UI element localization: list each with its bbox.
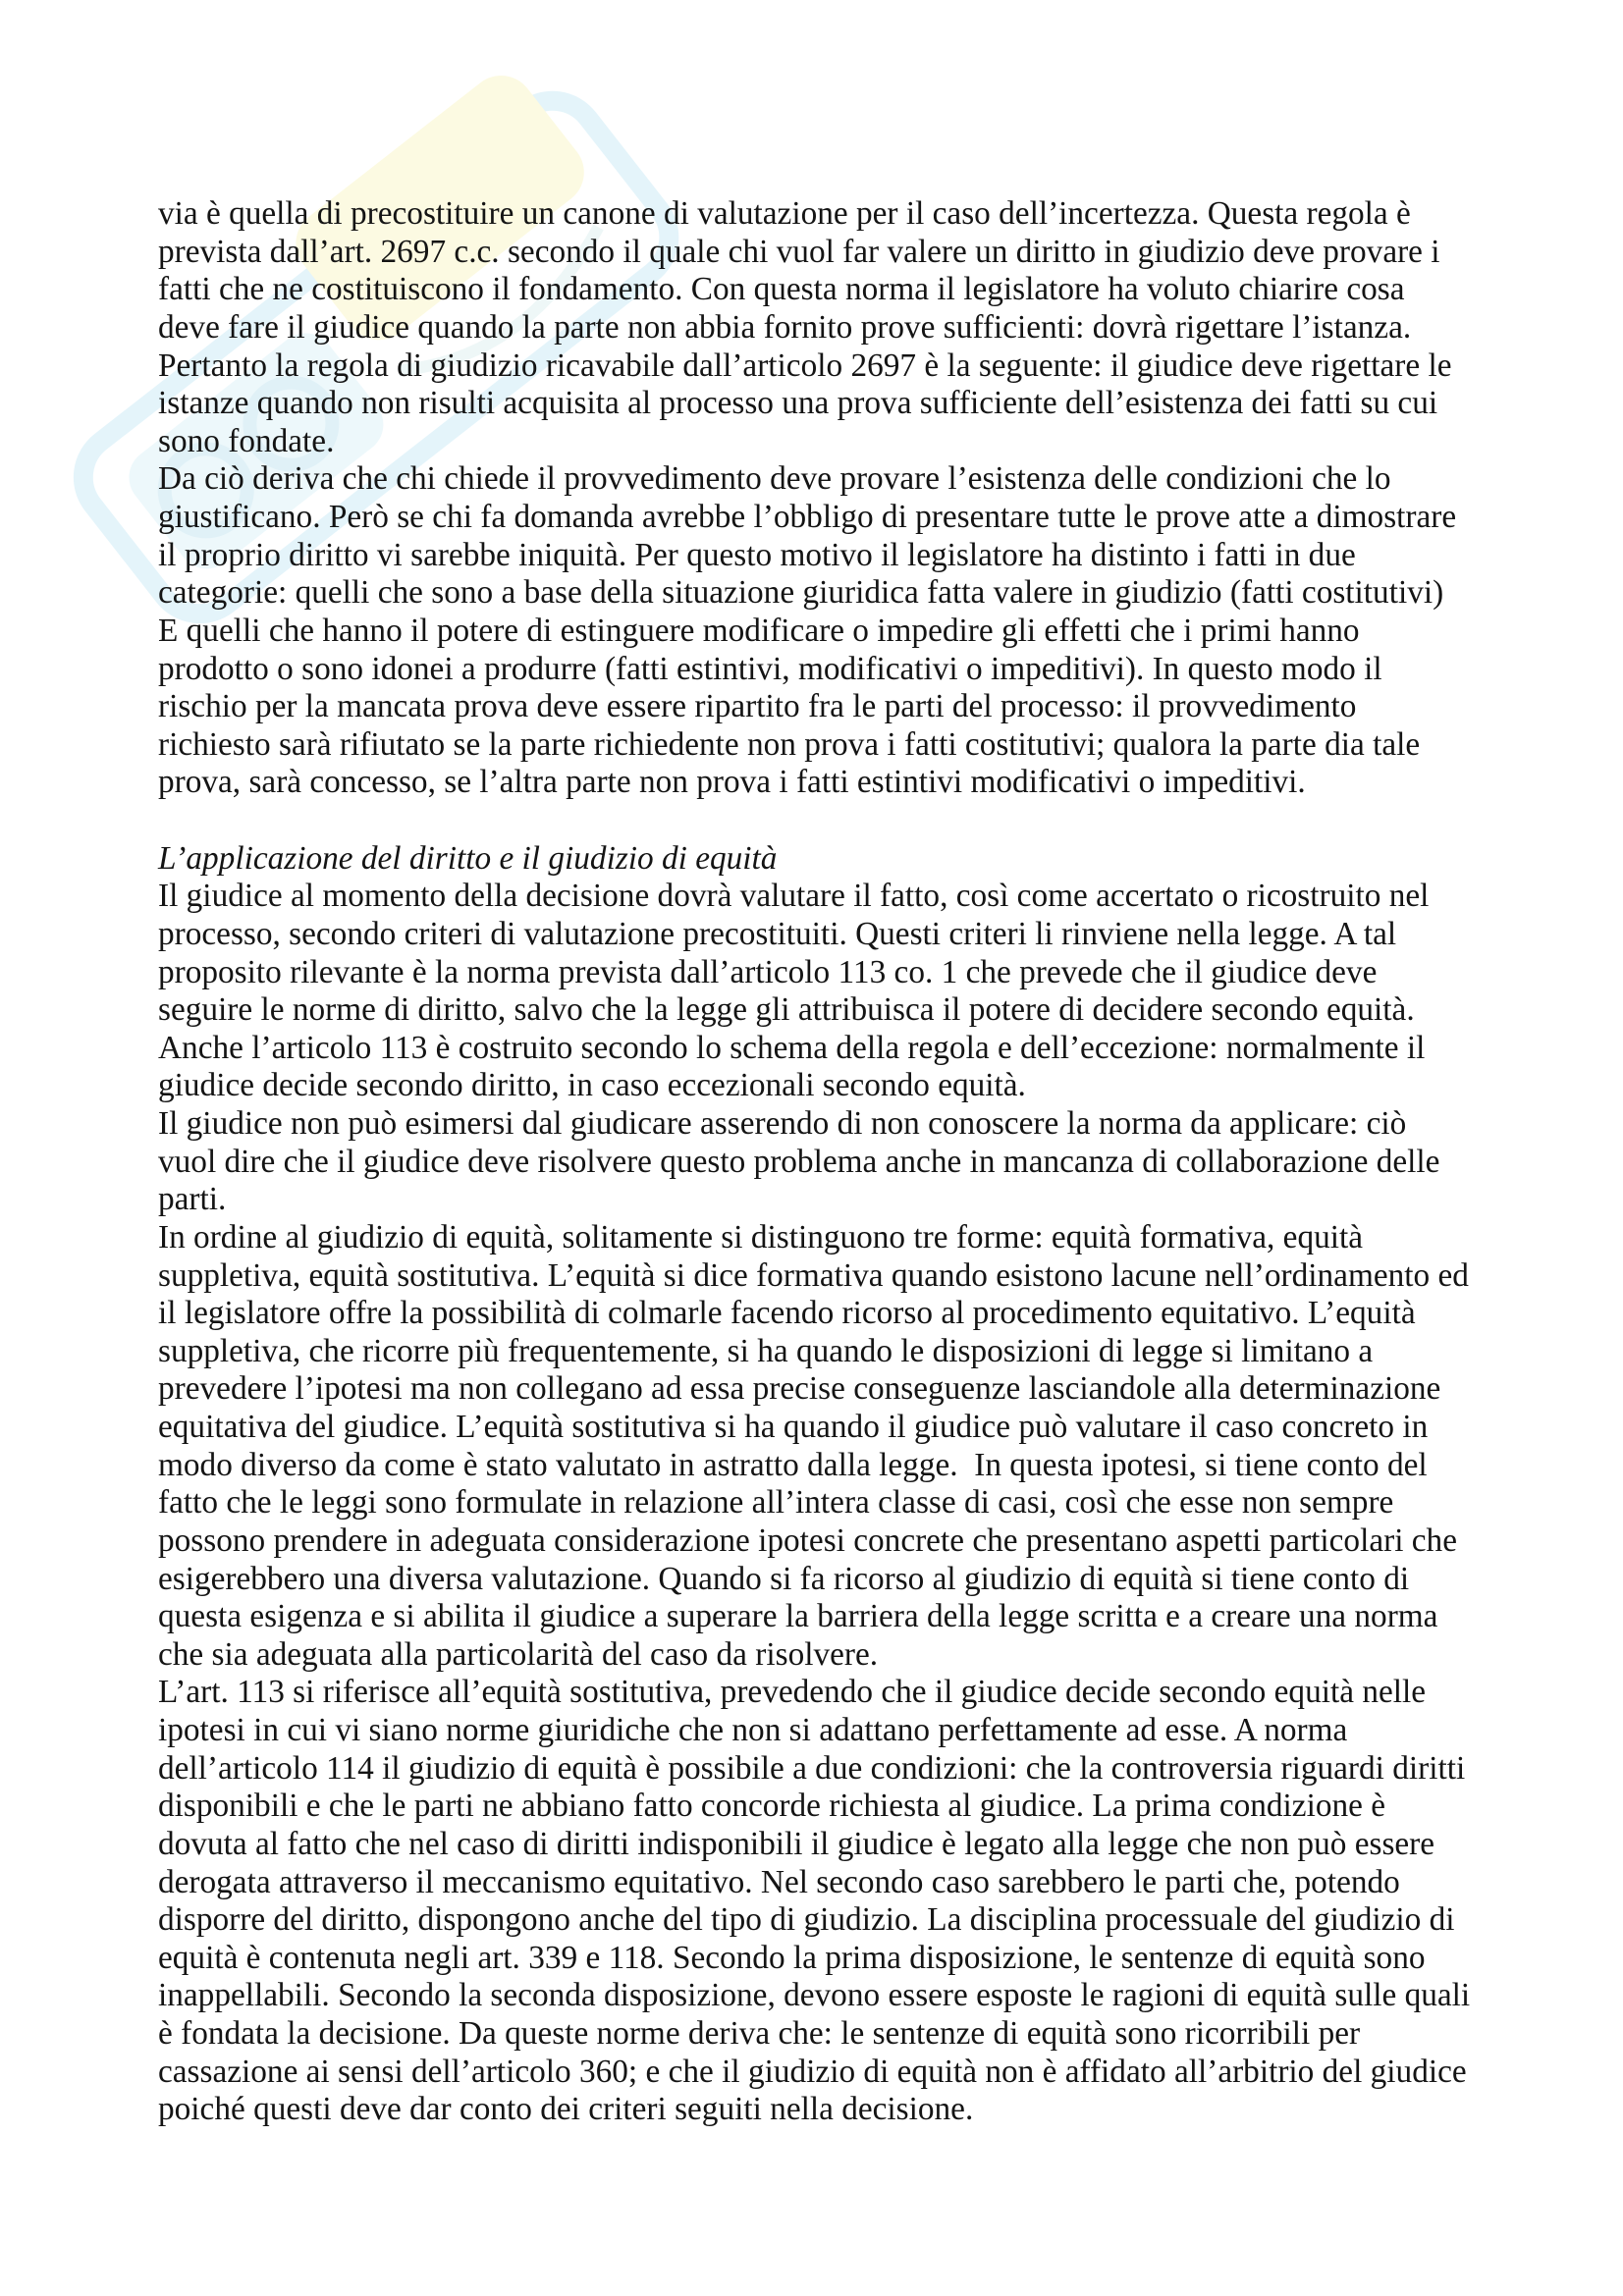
text-line: L’art. 113 si riferisce all’equità sostitutiva, prevedendo che il giudice decide secondo equità nelle — [158, 1674, 1427, 1711]
text-line: Da ciò deriva che chi chiede il provvedimento deve provare l’esistenza delle condizioni che lo — [158, 460, 1391, 498]
text-line: prodotto o sono idonei a produrre (fatti estintivi, modificativi o impeditivi). In questo modo il — [158, 650, 1382, 687]
text-line: questa esigenza e si abilita il giudice a superare la barriera della legge scritta e a creare una norma — [158, 1598, 1438, 1635]
text-line: Anche l’articolo 113 è costruito secondo lo schema della regola e dell’eccezione: normalmente il — [158, 1029, 1426, 1066]
text-line: E quelli che hanno il potere di estinguere modificare o impedire gli effetti che i primi hanno — [158, 612, 1360, 649]
text-line: dell’articolo 114 il giudizio di equità è possibile a due condizioni: che la controversia riguardi diritti — [158, 1749, 1466, 1787]
text-line: esigerebbero una diversa valutazione. Quando si fa ricorso al giudizio di equità si tiene conto di — [158, 1560, 1410, 1597]
text-line: ipotesi in cui vi siano norme giuridiche che non si adattano perfettamente ad esse. A norma — [158, 1712, 1348, 1748]
text-line: derogata attraverso il meccanismo equitativo. Nel secondo caso sarebbero le parti che, potendo — [158, 1863, 1400, 1900]
text-line: rischio per la mancata prova deve essere ripartito fra le parti del processo: il provvedimento — [158, 688, 1357, 725]
text-line: equitativa del giudice. L’equità sostitutiva si ha quando il giudice può valutare il caso concreto in — [158, 1409, 1429, 1445]
text-line: Pertanto la regola di giudizio ricavabile dall’articolo 2697 è la seguente: il giudice deve rigettare le — [158, 347, 1452, 384]
text-line: fatti che ne costituiscono il fondamento. Con questa norma il legislatore ha voluto chiarire cosa — [158, 271, 1405, 308]
text-line: è fondata la decisione. Da queste norme deriva che: le sentenze di equità sono ricorribili per — [158, 2015, 1361, 2052]
text-line: equità è contenuta negli art. 339 e 118. Secondo la prima disposizione, le sentenze di equità sono — [158, 1939, 1426, 1976]
text-line: sono fondate. — [158, 422, 335, 459]
text-line: Il giudice al momento della decisione dovrà valutare il fatto, così come accertato o ricostruito nel — [158, 878, 1430, 915]
text-line: prova, sarà concesso, se l’altra parte non prova i fatti estintivi modificativi o impeditivi. — [158, 764, 1306, 801]
text-line: il legislatore offre la possibilità di colmarle facendo ricorso al procedimento equitativo. L’equità — [158, 1295, 1416, 1332]
text-line: giustificano. Però se chi fa domanda avrebbe l’obbligo di presentare tutte le prove atte a dimostrare — [158, 499, 1457, 535]
blank-line — [158, 802, 1470, 840]
text-line: prevedere l’ipotesi ma non collegano ad essa precise conseguenze lasciandole alla determinazione — [158, 1370, 1441, 1408]
text-line: via è quella di precostituire un canone di valutazione per il caso dell’incertezza. Questa regola è — [158, 195, 1411, 232]
text-line: In ordine al giudizio di equità, solitamente si distinguono tre forme: equità formativa, equità — [158, 1218, 1364, 1255]
text-line: inappellabili. Secondo la seconda disposizione, devono essere esposte le ragioni di equità sulle quali — [158, 1977, 1471, 2014]
text-line: poiché questi deve dar conto dei criteri seguiti nella decisione. — [158, 2091, 974, 2128]
text-line: processo, secondo criteri di valutazione precostituiti. Questi criteri li rinviene nella legge. A tal — [158, 915, 1397, 952]
text-line: fatto che le leggi sono formulate in relazione all’intera classe di casi, così che esse non sempre — [158, 1484, 1394, 1522]
text-line: dovuta al fatto che nel caso di diritti indisponibili il giudice è legato alla legge che non può essere — [158, 1825, 1435, 1862]
text-line: categorie: quelli che sono a base della situazione giuridica fatta valere in giudizio (fatti costitutivi) — [158, 574, 1444, 612]
text-line: parti. — [158, 1181, 227, 1218]
text-line: vuol dire che il giudice deve risolvere questo problema anche in mancanza di collaborazione delle — [158, 1143, 1440, 1180]
text-line: possono prendere in adeguata considerazione ipotesi concrete che presentano aspetti particolari che — [158, 1522, 1457, 1559]
text-line: giudice decide secondo diritto, in caso eccezionali secondo equità. — [158, 1067, 1026, 1104]
text-line: che sia adeguata alla particolarità del caso da risolvere. — [158, 1635, 879, 1673]
text-line: proposito rilevante è la norma prevista dall’articolo 113 co. 1 che prevede che il giudice deve — [158, 953, 1378, 990]
text-line: suppletiva, equità sostitutiva. L’equità si dice formativa quando esistono lacune nell’ordinamento ed — [158, 1256, 1469, 1294]
text-line: suppletiva, che ricorre più frequentemente, si ha quando le disposizioni di legge si limitano a — [158, 1332, 1374, 1369]
text-line: seguire le norme di diritto, salvo che la legge gli attribuisca il potere di decidere secondo equità. — [158, 991, 1415, 1029]
text-line: modo diverso da come è stato valutato in astratto dalla legge. In questa ipotesi, si tiene conto del — [158, 1446, 1428, 1483]
document-body — [158, 195, 1470, 2129]
text-line: prevista dall’art. 2697 c.c. secondo il quale chi vuol far valere un diritto in giudizio deve provare i — [158, 233, 1440, 270]
text-line: disponibili e che le parti ne abbiano fatto concorde richiesta al giudice. La prima condizione è — [158, 1788, 1385, 1825]
text-line: disporre del diritto, dispongono anche del tipo di giudizio. La disciplina processuale del giudizio di — [158, 1901, 1455, 1939]
section-heading: L’applicazione del diritto e il giudizio di equità — [158, 839, 778, 877]
text-line: cassazione ai sensi dell’articolo 360; e che il giudizio di equità non è affidato all’arbitrio del giudice — [158, 2053, 1467, 2090]
text-line: richiesto sarà rifiutato se la parte richiedente non prova i fatti costitutivi; qualora la parte dia tale — [158, 725, 1421, 763]
text-line: deve fare il giudice quando la parte non abbia fornito prove sufficienti: dovrà rigettare l’istanza. — [158, 308, 1412, 346]
text-line: Il giudice non può esimersi dal giudicare asserendo di non conoscere la norma da applicare: ciò — [158, 1105, 1407, 1142]
text-line: istanze quando non risulti acquisita al processo una prova sufficiente dell’esistenza dei fatti su cui — [158, 385, 1438, 422]
text-line: il proprio diritto vi sarebbe iniquità. Per questo motivo il legislatore ha distinto i fatti in due — [158, 536, 1356, 573]
